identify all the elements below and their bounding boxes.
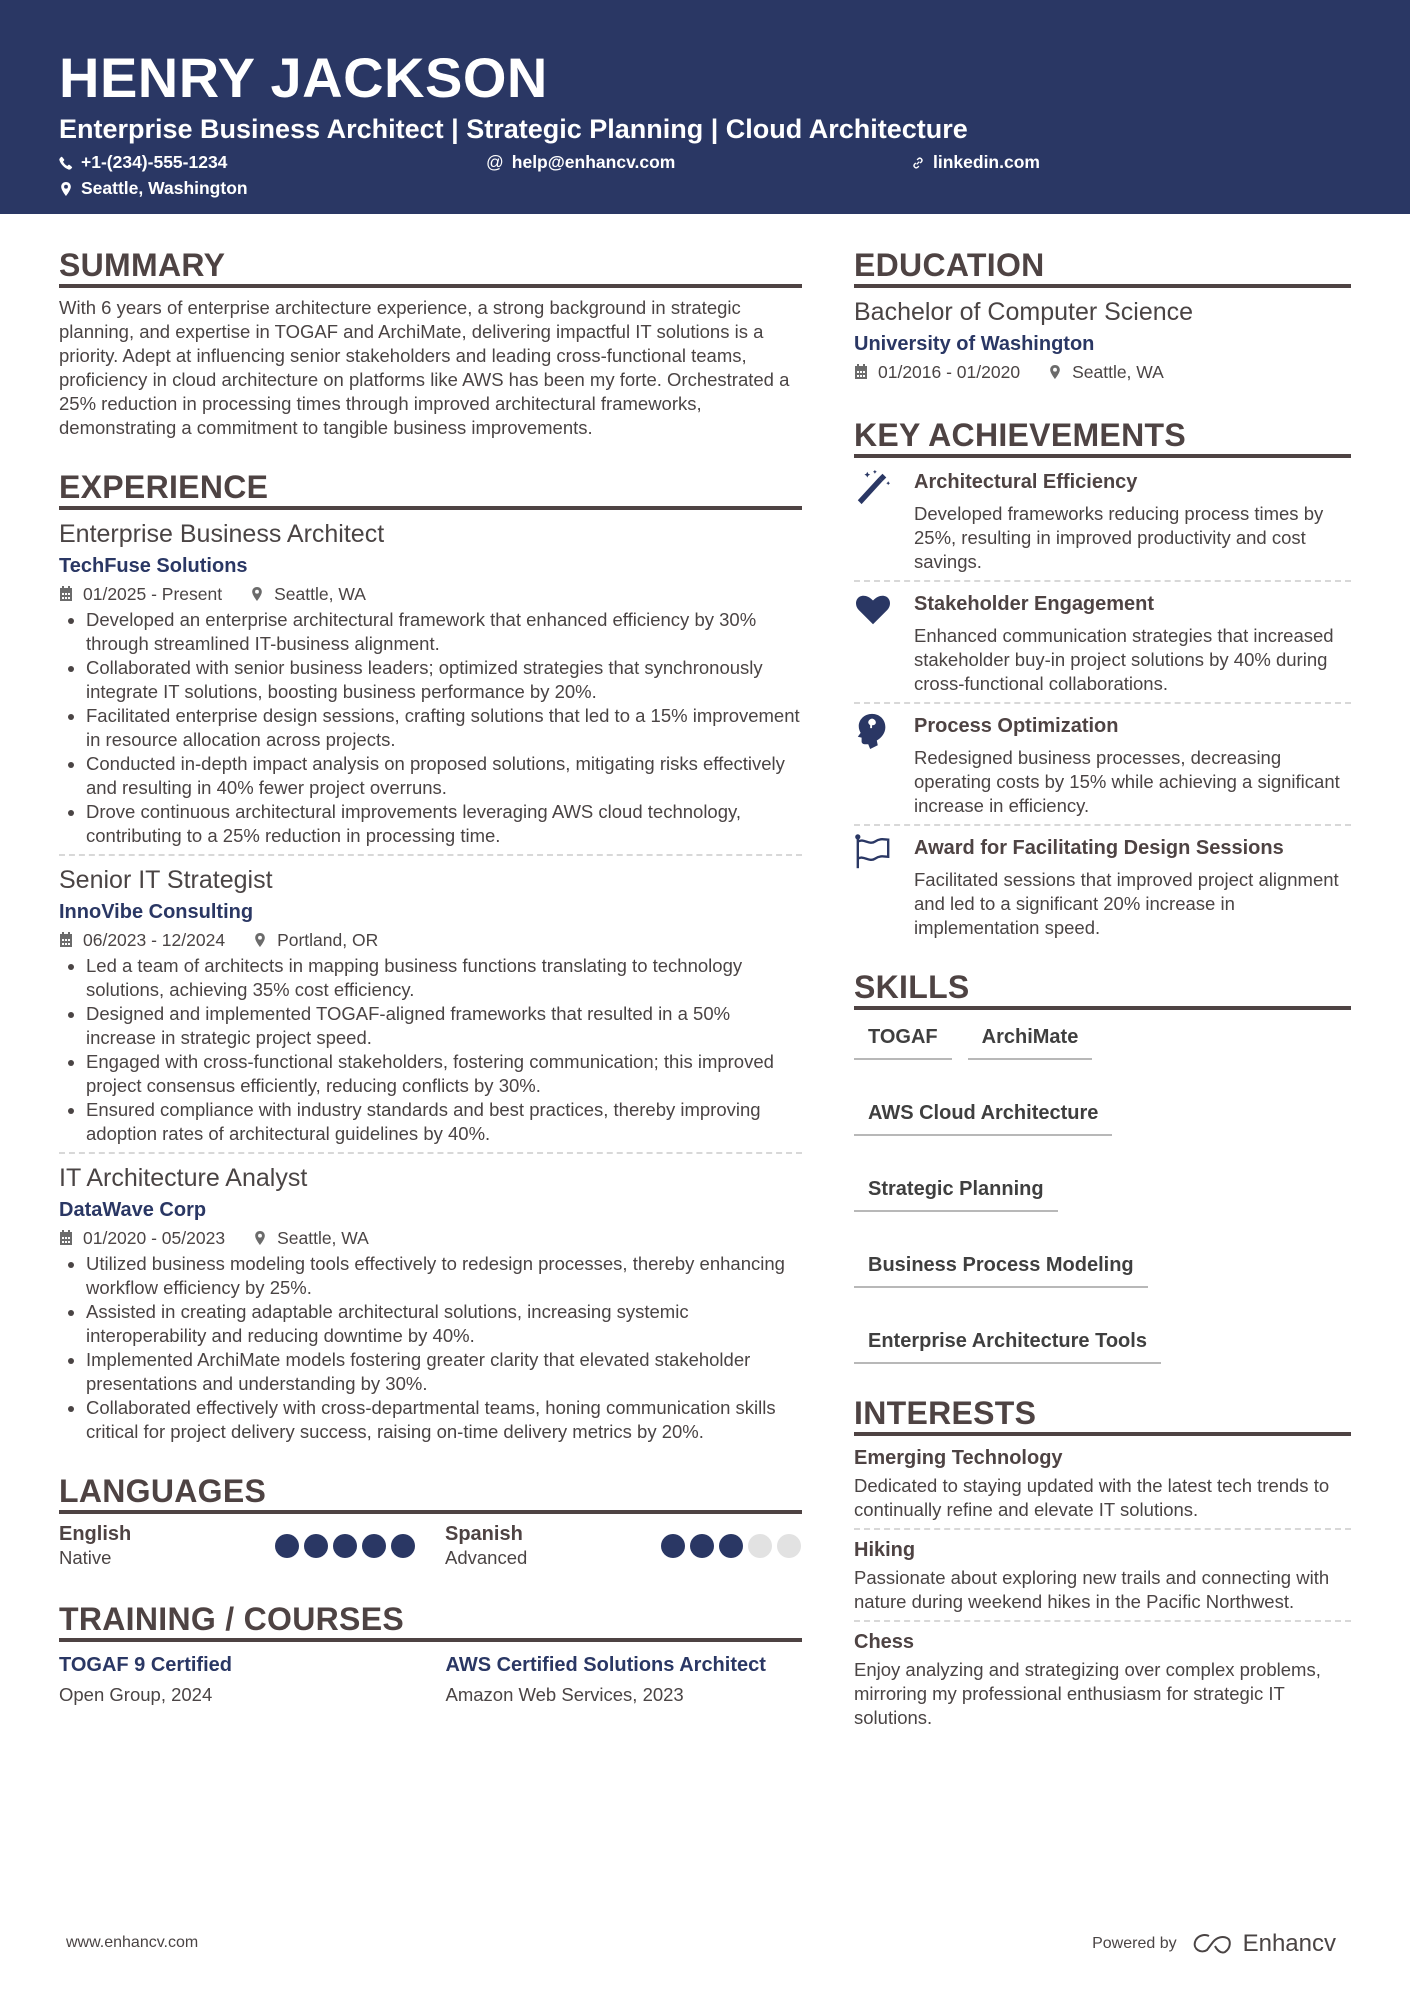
achievement-title: Award for Facilitating Design Sessions (914, 837, 1284, 859)
head-brain-icon (854, 712, 892, 750)
dot-filled (690, 1534, 714, 1558)
course-item (59, 1650, 416, 1710)
bullet: Led a team of architects in mapping business functions translating to technology solutions, achieving 35% cost efficiency. (59, 954, 802, 1002)
achievement-title: Process Optimization (914, 715, 1119, 737)
location-pin-icon (59, 182, 73, 196)
language-name: Spanish (445, 1523, 523, 1545)
enhancv-logo[interactable] (1191, 1930, 1336, 1958)
education-section (854, 246, 1351, 384)
interest-title: Emerging Technology (854, 1447, 1063, 1469)
contact-info (59, 152, 1410, 208)
powered-by (1092, 1930, 1336, 1958)
section-heading-education: EDUCATION (854, 246, 1351, 288)
phone-icon (59, 156, 73, 170)
email-text: help@enhancv.com (511, 152, 676, 172)
bullet: Assisted in creating adaptable architectural solutions, increasing systemic interoperability and reducing downtime by 40%. (59, 1300, 802, 1348)
candidate-headline: Enterprise Business Architect | Strategic Planning | Cloud Architecture (59, 114, 968, 144)
summary-text: With 6 years of enterprise architecture experience, a strong background in strategic planning, and expertise in TOGAF and ArchiMate, delivering impactful IT solutions is a priority. Adept at influencing senior stakeholders and leading cross-functional teams, proficiency in cloud architecture on platforms like AWS has been my forte. Orchestrated a 25% reduction in processing times through improved architectural frameworks, demonstrating a commitment to tangible business improvements. (59, 297, 790, 438)
skill-list (854, 1020, 1351, 1364)
language-item (445, 1522, 801, 1570)
interest-desc: Dedicated to staying updated with the latest tech trends to continually refine and elevate IT solutions. (854, 1475, 1330, 1520)
dot-filled (391, 1534, 415, 1558)
achievement-item (854, 824, 1351, 946)
interest-item (854, 1528, 1351, 1620)
candidate-name: HENRY JACKSON (59, 46, 548, 109)
enhancv-logo-icon (1191, 1932, 1237, 1956)
language-name: English (59, 1523, 132, 1545)
job-dates: 01/2020 - 05/2023 (83, 1228, 226, 1248)
bullet: Utilized business modeling tools effectively to redesign processes, thereby enhancing workflow efficiency by 25%. (59, 1252, 802, 1300)
linkedin-text: linkedin.com (933, 152, 1040, 172)
contact-phone[interactable] (59, 152, 227, 173)
link-icon (911, 156, 925, 170)
skill-tag: Business Process Modeling (854, 1248, 1148, 1288)
school-name: University of Washington (854, 333, 1095, 355)
section-heading-summary: SUMMARY (59, 246, 802, 288)
course-provider: Open Group, 2024 (59, 1684, 213, 1705)
calendar-icon (854, 364, 868, 380)
interest-item (854, 1440, 1351, 1528)
interest-desc: Enjoy analyzing and strategizing over complex problems, mirroring my professional enthusiasm for strategic IT solutions. (854, 1659, 1321, 1728)
achievement-title: Architectural Efficiency (914, 471, 1138, 493)
section-heading-skills: SKILLS (854, 968, 1351, 1010)
bullet: Collaborated effectively with cross-departmental teams, honing communication skills critical for project delivery success, raising on-time delivery metrics by 20%. (59, 1396, 802, 1444)
skill-tag: AWS Cloud Architecture (854, 1096, 1112, 1136)
skills-section (854, 968, 1351, 1364)
section-heading-achievements: KEY ACHIEVEMENTS (854, 416, 1351, 458)
job-title: Senior IT Strategist (59, 866, 273, 894)
job-location (253, 1226, 369, 1250)
footer-website-link[interactable]: www.enhancv.com (66, 1934, 199, 1951)
bullet: Collaborated with senior business leaders; optimized strategies that synchronously integrate IT solutions, boosting business performance by 20%. (59, 656, 802, 704)
company-name: DataWave Corp (59, 1199, 207, 1221)
job-meta (59, 582, 802, 606)
course-title: TOGAF 9 Certified (59, 1654, 232, 1676)
job-bullets (59, 954, 802, 1146)
bullet: Developed an enterprise architectural framework that enhanced efficiency by 30% through streamlined IT-business alignment. (59, 608, 802, 656)
company-name: TechFuse Solutions (59, 555, 248, 577)
achievement-item (854, 702, 1351, 824)
training-section (59, 1600, 802, 1710)
right-column (854, 246, 1351, 1736)
dot-filled (275, 1534, 299, 1558)
course-title: AWS Certified Solutions Architect (445, 1654, 766, 1676)
job-bullets (59, 608, 802, 848)
experience-entry (59, 1152, 802, 1450)
interest-desc: Passionate about exploring new trails and connecting with nature during weekend hikes in the Pacific Northwest. (854, 1567, 1330, 1612)
bullet: Engaged with cross-functional stakeholders, fostering communication; this improved project consensus efficiently, reducing conflicts by 30%. (59, 1050, 802, 1098)
calendar-icon (59, 586, 73, 602)
location-pin-icon (253, 1230, 267, 1246)
dot-filled (661, 1534, 685, 1558)
course-provider: Amazon Web Services, 2023 (445, 1684, 684, 1705)
skill-tag: Enterprise Architecture Tools (854, 1324, 1161, 1364)
experience-section (59, 468, 802, 1450)
bullet: Facilitated enterprise design sessions, crafting solutions that led to a 15% improvement in resource allocation across projects. (59, 704, 802, 752)
achievement-desc: Enhanced communication strategies that increased stakeholder buy-in project solutions by 40% during cross-functional collaborations. (914, 625, 1334, 694)
section-heading-experience: EXPERIENCE (59, 468, 802, 510)
summary-section (59, 246, 802, 440)
achievements-section (854, 416, 1351, 946)
dot-filled (333, 1534, 357, 1558)
job-location (250, 582, 366, 606)
proficiency-dots (661, 1534, 801, 1558)
bullet: Drove continuous architectural improvements leveraging AWS cloud technology, contributing to a 25% reduction in processing time. (59, 800, 802, 848)
resume-header (0, 0, 1410, 214)
contact-email[interactable] (486, 152, 675, 173)
education-meta (854, 360, 1351, 384)
job-title: Enterprise Business Architect (59, 520, 385, 548)
page-footer (66, 1930, 1336, 1960)
section-heading-languages: LANGUAGES (59, 1472, 802, 1514)
interests-section (854, 1394, 1351, 1736)
company-name: InnoVibe Consulting (59, 901, 254, 923)
job-dates: 01/2025 - Present (83, 584, 223, 604)
job-location-text: Seattle, WA (277, 1228, 369, 1248)
job-meta (59, 1226, 802, 1250)
interest-title: Chess (854, 1631, 915, 1653)
heart-icon (854, 590, 892, 628)
location-pin-icon (250, 586, 264, 602)
language-level: Advanced (445, 1547, 528, 1568)
dot-empty (777, 1534, 801, 1558)
course-item (446, 1650, 803, 1710)
calendar-icon (59, 932, 73, 948)
job-bullets (59, 1252, 802, 1444)
skill-tag: TOGAF (854, 1020, 952, 1060)
job-dates: 06/2023 - 12/2024 (83, 930, 226, 950)
skill-tag: Strategic Planning (854, 1172, 1058, 1212)
language-level: Native (59, 1547, 112, 1568)
powered-by-label: Powered by (1092, 1935, 1177, 1952)
experience-entry (59, 518, 802, 854)
bullet: Designed and implemented TOGAF-aligned frameworks that resulted in a 50% increase in strategic project speed. (59, 1002, 802, 1050)
location-text: Seattle, Washington (81, 178, 248, 198)
brand-name: Enhancv (1242, 1930, 1336, 1957)
education-dates: 01/2016 - 01/2020 (878, 362, 1021, 382)
achievement-item (854, 580, 1351, 702)
job-location (253, 928, 378, 952)
section-heading-training: TRAINING / COURSES (59, 1600, 802, 1642)
dot-filled (362, 1534, 386, 1558)
achievement-desc: Facilitated sessions that improved project alignment and led to a significant 20% increase in implementation speed. (914, 869, 1339, 938)
job-location-text: Seattle, WA (274, 584, 366, 604)
bullet: Conducted in-depth impact analysis on proposed solutions, mitigating risks effectively and resulting in 40% fewer project overruns. (59, 752, 802, 800)
education-location-text: Seattle, WA (1072, 362, 1164, 382)
dot-filled (719, 1534, 743, 1558)
job-meta (59, 928, 802, 952)
left-column (59, 246, 802, 1710)
achievement-desc: Developed frameworks reducing process times by 25%, resulting in improved productivity and cost savings. (914, 503, 1324, 572)
achievement-desc: Redesigned business processes, decreasing operating costs by 15% while achieving a significant increase in efficiency. (914, 747, 1340, 816)
phone-text: +1-(234)-555-1234 (81, 152, 228, 172)
language-item (59, 1522, 415, 1570)
bullet: Ensured compliance with industry standards and best practices, thereby improving adoption rates of architectural guidelines by 40%. (59, 1098, 802, 1146)
language-list (59, 1522, 802, 1570)
location-pin-icon (253, 932, 267, 948)
magic-wand-icon (854, 468, 892, 506)
contact-location (59, 178, 248, 199)
experience-entry (59, 854, 802, 1152)
calendar-icon (59, 1230, 73, 1246)
interest-title: Hiking (854, 1539, 916, 1561)
interest-item (854, 1620, 1351, 1736)
proficiency-dots (275, 1534, 415, 1558)
section-heading-interests: INTERESTS (854, 1394, 1351, 1436)
education-location (1048, 360, 1164, 384)
dot-empty (748, 1534, 772, 1558)
skill-tag: ArchiMate (968, 1020, 1093, 1060)
flag-icon (854, 834, 892, 872)
languages-section (59, 1472, 802, 1570)
bullet: Implemented ArchiMate models fostering greater clarity that elevated stakeholder presentations and understanding by 30%. (59, 1348, 802, 1396)
degree: Bachelor of Computer Science (854, 298, 1194, 326)
location-pin-icon (1048, 364, 1062, 380)
course-list (59, 1650, 802, 1710)
achievement-title: Stakeholder Engagement (914, 593, 1155, 615)
dot-filled (304, 1534, 328, 1558)
job-title: IT Architecture Analyst (59, 1164, 308, 1192)
achievement-item (854, 460, 1351, 580)
contact-linkedin[interactable] (911, 152, 1040, 173)
job-location-text: Portland, OR (277, 930, 379, 950)
at-icon: @ (486, 152, 504, 172)
